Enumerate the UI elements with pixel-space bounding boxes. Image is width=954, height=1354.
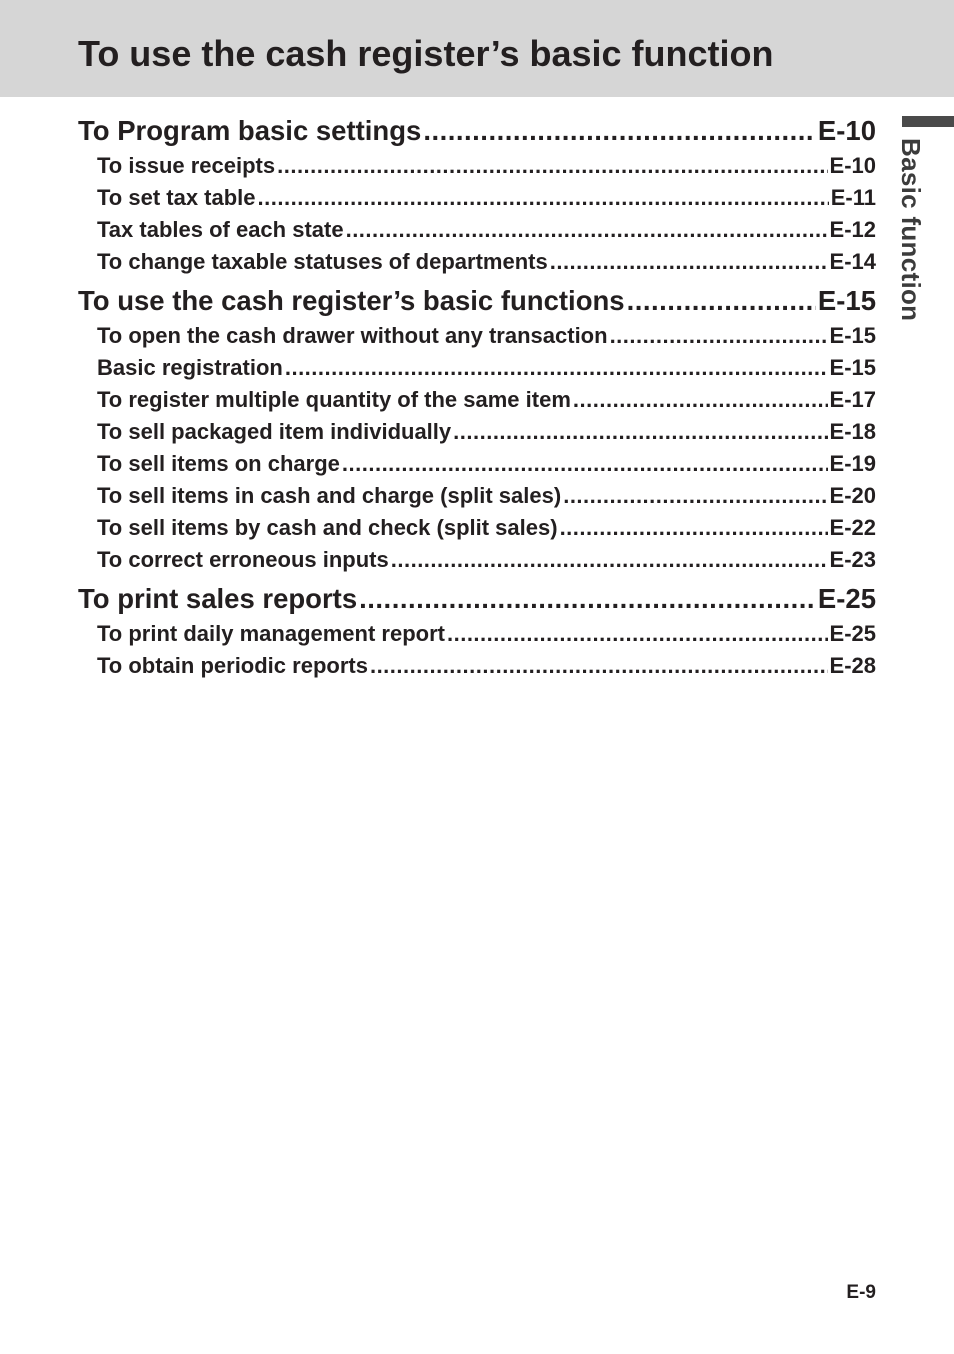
toc-item-label: To open the cash drawer without any transaction — [97, 323, 608, 348]
toc-item[interactable] — [97, 416, 876, 448]
toc-item[interactable] — [97, 320, 876, 352]
toc-item-label: To sell items on charge — [97, 451, 340, 476]
toc-item[interactable] — [97, 544, 876, 576]
dot-leader — [627, 282, 816, 320]
dot-leader — [391, 544, 828, 576]
toc-item[interactable] — [97, 214, 876, 246]
dot-leader — [560, 512, 828, 544]
toc-item-label: To register multiple quantity of the same item — [97, 387, 571, 412]
dot-leader — [277, 150, 827, 182]
dot-leader — [573, 384, 828, 416]
dot-leader — [370, 650, 828, 682]
toc-item-page: E-15 — [829, 323, 876, 348]
toc-item-label: To obtain periodic reports — [97, 653, 368, 678]
side-tab-label: Basic function — [896, 138, 926, 322]
toc-item[interactable] — [97, 246, 876, 278]
toc-item[interactable] — [97, 650, 876, 682]
toc-section-page: E-25 — [817, 583, 876, 614]
toc-section[interactable] — [78, 282, 876, 320]
toc-item-label: To sell items in cash and charge (split sales) — [97, 483, 562, 508]
dot-leader — [447, 618, 828, 650]
toc-item-page: E-18 — [829, 419, 876, 444]
page-title: To use the cash register’s basic function — [78, 33, 774, 74]
dot-leader — [453, 416, 827, 448]
toc-item-page: E-17 — [829, 387, 876, 412]
toc-item[interactable] — [97, 618, 876, 650]
toc-section-page: E-10 — [817, 115, 876, 146]
side-tab-marker — [902, 116, 954, 127]
toc-item-label: To correct erroneous inputs — [97, 547, 389, 572]
toc-section-label: To Program basic settings — [78, 115, 422, 146]
toc-item-page: E-10 — [829, 153, 876, 178]
table-of-contents — [78, 112, 876, 682]
toc-item[interactable] — [97, 352, 876, 384]
toc-item[interactable] — [97, 448, 876, 480]
toc-item-label: Tax tables of each state — [97, 217, 344, 242]
toc-section-page: E-15 — [817, 285, 876, 316]
toc-item-page: E-20 — [829, 483, 876, 508]
dot-leader — [285, 352, 828, 384]
dot-leader — [563, 480, 827, 512]
toc-item-page: E-12 — [829, 217, 876, 242]
dot-leader — [342, 448, 828, 480]
toc-item[interactable] — [97, 150, 876, 182]
toc-item-label: To sell packaged item individually — [97, 419, 452, 444]
toc-item[interactable] — [97, 384, 876, 416]
toc-item-page: E-11 — [830, 185, 876, 210]
toc-item-label: To issue receipts — [97, 153, 276, 178]
toc-item-page: E-28 — [829, 653, 876, 678]
toc-item[interactable] — [97, 480, 876, 512]
toc-item-label: To print daily management report — [97, 621, 445, 646]
toc-item-page: E-14 — [829, 249, 876, 274]
dot-leader — [359, 580, 816, 618]
dot-leader — [550, 246, 828, 278]
dot-leader — [423, 112, 816, 150]
dot-leader — [346, 214, 828, 246]
toc-item-label: To sell items by cash and check (split sales) — [97, 515, 558, 540]
toc-item-label: To change taxable statuses of departments — [97, 249, 548, 274]
toc-section-label: To print sales reports — [78, 583, 358, 614]
toc-item-page: E-22 — [829, 515, 876, 540]
toc-item-page: E-15 — [829, 355, 876, 380]
dot-leader — [258, 182, 829, 214]
toc-item[interactable] — [97, 182, 876, 214]
toc-item[interactable] — [97, 512, 876, 544]
toc-item-page: E-25 — [829, 621, 876, 646]
toc-item-label: To set tax table — [97, 185, 256, 210]
toc-section-label: To use the cash register’s basic functions — [78, 285, 625, 316]
toc-section[interactable] — [78, 580, 876, 618]
dot-leader — [610, 320, 828, 352]
toc-item-page: E-19 — [829, 451, 876, 476]
toc-section[interactable] — [78, 112, 876, 150]
toc-item-label: Basic registration — [97, 355, 283, 380]
toc-item-page: E-23 — [829, 547, 876, 572]
page-number: E-9 — [846, 1282, 876, 1303]
